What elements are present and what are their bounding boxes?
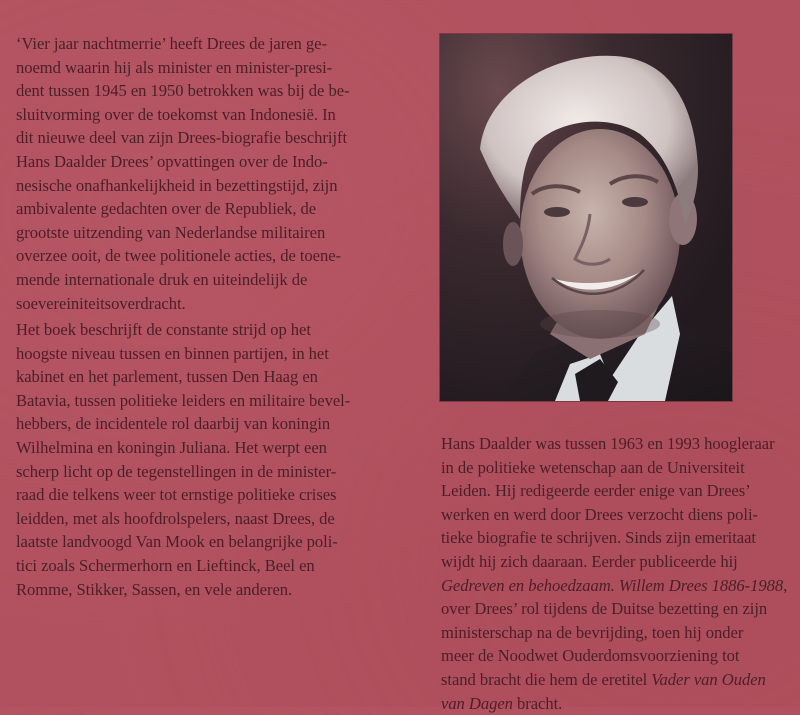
text-line bbox=[441, 692, 796, 715]
text-line: tieke biografie te schrijven. Sinds zijn emeritaat bbox=[441, 528, 756, 548]
text-line: Het boek beschrijft de constante strijd op het bbox=[16, 320, 311, 339]
text-line: dit nieuwe deel van zijn Drees-biografie beschrijft bbox=[16, 128, 348, 148]
text-fragment: bracht. bbox=[512, 693, 563, 713]
text-line: tici zoals Schermerhorn en Lieftinck, Beel en bbox=[16, 555, 315, 575]
author-bio bbox=[441, 432, 796, 715]
text-line: over Drees’ rol tijdens de Duitse bezetting en zijn bbox=[441, 599, 768, 619]
text-line: Leiden. Hij redigeerde eerder enige van Drees’ bbox=[441, 481, 751, 501]
text-line: scherp licht op de tegenstellingen in de minister- bbox=[16, 461, 337, 481]
blurb-paragraph-1 bbox=[16, 32, 350, 315]
text-line: Wilhelmina en koningin Juliana. Het werpt een bbox=[16, 437, 327, 457]
text-line: grootste uitzending van Nederlandse militairen bbox=[16, 222, 326, 242]
text-line: Romme, Stikker, Sassen, en vele anderen. bbox=[16, 579, 293, 599]
text-line: Hans Daalder Drees’ opvattingen over de Indo- bbox=[16, 151, 328, 171]
text-line: hebbers, de incidentele rol daarbij van koningin bbox=[16, 414, 331, 434]
text-line bbox=[441, 574, 796, 598]
text-line: raad die telkens weer tot ernstige politieke crises bbox=[16, 485, 337, 505]
text-line: overzee ooit, de twee politionele acties, de toene- bbox=[16, 246, 342, 266]
author-photo bbox=[440, 34, 732, 401]
honorary-title: Vader van Ouden bbox=[651, 669, 766, 689]
honorary-title: van Dagen bbox=[441, 693, 513, 713]
blurb-paragraph-2 bbox=[16, 318, 350, 601]
text-line: soevereiniteitsoverdracht. bbox=[16, 293, 186, 313]
text-line: laatste landvoogd Van Mook en belangrijke poli- bbox=[16, 532, 338, 552]
text-line: ambivalente gedachten over de Republiek, de bbox=[16, 199, 317, 219]
text-line: Hans Daalder was tussen 1963 en 1993 hoogleraar bbox=[441, 434, 775, 453]
text-line: noemd waarin hij als minister en minister-presi- bbox=[16, 57, 333, 77]
text-line: dent tussen 1945 en 1950 betrokken was bij de be- bbox=[16, 81, 350, 101]
text-line: nesische onafhankelijkheid in bezettingstijd, zijn bbox=[16, 175, 338, 195]
text-line bbox=[441, 668, 796, 692]
text-line: ‘Vier jaar nachtmerrie’ heeft Drees de jaren ge- bbox=[16, 34, 327, 53]
text-line: kabinet en het parlement, tussen Den Haag en bbox=[16, 367, 318, 387]
text-line: leidden, met als hoofdrolspelers, naast Drees, de bbox=[16, 508, 335, 528]
text-fragment: stand bracht die hem de eretitel bbox=[441, 669, 652, 689]
text-line: meer de Noodwet Ouderdomsvoorziening tot bbox=[441, 646, 740, 666]
text-line: werken en werd door Drees verzocht diens poli- bbox=[441, 504, 759, 524]
text-line: ministerschap na de bevrijding, toen hij onder bbox=[441, 622, 744, 642]
portrait-image bbox=[440, 34, 732, 401]
text-line: wijdt hij zich daaraan. Eerder publiceerde hij bbox=[441, 551, 738, 571]
text-line: in de politieke wetenschap aan de Universiteit bbox=[441, 457, 745, 477]
book-title: Gedreven en behoedzaam. Willem Drees 1886-1988 bbox=[441, 575, 784, 595]
text-line: sluitvorming over de toekomst van Indonesië. In bbox=[16, 104, 336, 124]
text-fragment: , bbox=[783, 575, 788, 595]
text-line: mende internationale druk en uiteindelijk de bbox=[16, 269, 308, 289]
text-line: Batavia, tussen politieke leiders en militaire bevel- bbox=[16, 390, 351, 410]
text-line: hoogste niveau tussen en binnen partijen, in het bbox=[16, 343, 329, 363]
